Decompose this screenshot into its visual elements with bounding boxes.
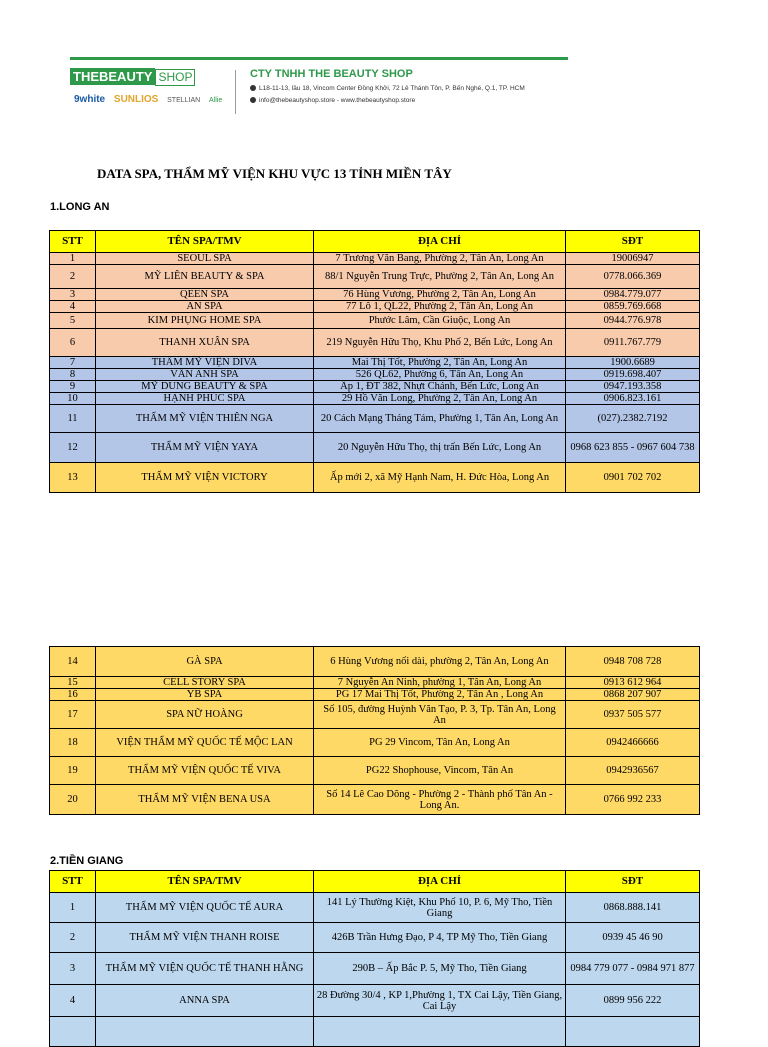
cell-phone: 0942466666 (566, 729, 700, 757)
cell-name: THẨM MỸ VIỆN BENA USA (96, 785, 314, 815)
cell-name: THẨM MỸ VIỆN YAYA (96, 433, 314, 463)
cell-address: 7 Nguyễn An Ninh, phường 1, Tân An, Long An (314, 677, 566, 689)
cell-address: PG22 Shophouse, Vincom, Tân An (314, 757, 566, 785)
cell-stt (50, 1017, 96, 1047)
company-logo (70, 68, 230, 118)
cell-name: VIỆN THẨM MỸ QUỐC TẾ MỘC LAN (96, 729, 314, 757)
cell-name: MỸ LIÊN BEAUTY & SPA (96, 265, 314, 289)
cell-address: PG 29 Vincom, Tân An, Long An (314, 729, 566, 757)
cell-stt: 2 (50, 923, 96, 953)
cell-phone (566, 1017, 700, 1047)
company-address: L18-11-13, lầu 18, Vincom Center Đồng Khởi, 72 Lê Thánh Tôn, P. Bến Nghé, Q.1, TP. HCM (250, 85, 525, 92)
table-row (50, 757, 700, 785)
cell-phone: 0778.066.369 (566, 265, 700, 289)
cell-name: THẨM MỸ VIỆN THIÊN NGA (96, 405, 314, 433)
cell-stt: 17 (50, 701, 96, 729)
column-header: SĐT (566, 231, 700, 253)
cell-name: YB SPA (96, 689, 314, 701)
cell-address: 7 Trương Văn Bang, Phường 2, Tân An, Long An (314, 253, 566, 265)
cell-stt: 19 (50, 757, 96, 785)
cell-name (96, 1017, 314, 1047)
company-name: CTY TNHH THE BEAUTY SHOP (250, 68, 413, 80)
cell-name: THẨM MỸ VIỆN DIVA (96, 357, 314, 369)
cell-phone: 0766 992 233 (566, 785, 700, 815)
table-row (50, 405, 700, 433)
cell-phone: 0968 623 855 - 0967 604 738 (566, 433, 700, 463)
cell-phone: 0939 45 46 90 (566, 923, 700, 953)
cell-phone: 1900.6689 (566, 357, 700, 369)
table-row (50, 381, 700, 393)
cell-stt: 16 (50, 689, 96, 701)
table-row (50, 985, 700, 1017)
header-rule (70, 57, 568, 60)
cell-name: KIM PHỤNG HOME SPA (96, 313, 314, 329)
cell-address: 88/1 Nguyễn Trung Trực, Phường 2, Tân An, Long An (314, 265, 566, 289)
cell-phone: 0984.779.077 (566, 289, 700, 301)
logo-wordmark: THEBEAUTY SHOP (70, 68, 222, 85)
cell-phone: 0944.776.978 (566, 313, 700, 329)
cell-address: 526 QL62, Phường 6, Tân An, Long An (314, 369, 566, 381)
brand-9white: 9white (74, 94, 106, 105)
table-header-row (50, 231, 700, 253)
cell-address: Số 14 Lê Cao Dõng - Phường 2 - Thành phố Tân An - Long An. (314, 785, 566, 815)
table-row (50, 393, 700, 405)
cell-name: SEOUL SPA (96, 253, 314, 265)
cell-stt: 15 (50, 677, 96, 689)
brand-logos (74, 94, 222, 105)
table-row (50, 357, 700, 369)
cell-name: VÂN ANH SPA (96, 369, 314, 381)
cell-stt: 3 (50, 289, 96, 301)
cell-phone: 0947.193.358 (566, 381, 700, 393)
cell-name: THẨM MỸ VIỆN QUỐC TẾ THANH HẰNG (96, 953, 314, 985)
cell-name: THẨM MỸ VIỆN QUỐC TẾ AURA (96, 893, 314, 923)
cell-address: 141 Lý Thường Kiệt, Khu Phố 10, P. 6, Mỹ Tho, Tiền Giang (314, 893, 566, 923)
table-row (50, 893, 700, 923)
table-row (50, 265, 700, 289)
cell-phone: 0937 505 577 (566, 701, 700, 729)
cell-address: Phước Lâm, Cần Giuộc, Long An (314, 313, 566, 329)
table-row (50, 463, 700, 493)
cell-phone: 0984 779 077 - 0984 971 877 (566, 953, 700, 985)
column-header: TÊN SPA/TMV (96, 231, 314, 253)
cell-phone: 0899 956 222 (566, 985, 700, 1017)
cell-name: HẠNH PHÚC SPA (96, 393, 314, 405)
table-row (50, 729, 700, 757)
table-row (50, 301, 700, 313)
section-title-long-an: 1.LONG AN (50, 201, 110, 213)
cell-phone: 0868.888.141 (566, 893, 700, 923)
cell-address: 290B – Ấp Bắc P. 5, Mỹ Tho, Tiền Giang (314, 953, 566, 985)
document-title: DATA SPA, THẨM MỸ VIỆN KHU VỰC 13 TỈNH MIỀN TÂY (97, 166, 452, 181)
table-row (50, 433, 700, 463)
brand-sunlios: SUNLIOS (113, 94, 159, 105)
cell-name: SPA NỮ HOÀNG (96, 701, 314, 729)
cell-address: 426B Trần Hưng Đạo, P 4, TP Mỹ Tho, Tiền Giang (314, 923, 566, 953)
cell-phone: 0901 702 702 (566, 463, 700, 493)
table-row (50, 923, 700, 953)
cell-name: QEEN SPA (96, 289, 314, 301)
cell-stt: 20 (50, 785, 96, 815)
cell-stt: 6 (50, 329, 96, 357)
cell-phone: 0868 207 907 (566, 689, 700, 701)
cell-phone: 0859.769.668 (566, 301, 700, 313)
cell-phone: 0913 612 964 (566, 677, 700, 689)
table-row (50, 289, 700, 301)
cell-stt: 5 (50, 313, 96, 329)
cell-phone: 19006947 (566, 253, 700, 265)
cell-address: Số 105, đường Huỳnh Văn Tạo, P. 3, Tp. Tân An, Long An (314, 701, 566, 729)
cell-name: THANH XUÂN SPA (96, 329, 314, 357)
cell-stt: 12 (50, 433, 96, 463)
table-header-row (50, 871, 700, 893)
email-icon (250, 97, 256, 103)
table-row (50, 1017, 700, 1047)
cell-address: 219 Nguyễn Hữu Thọ, Khu Phố 2, Bến Lức, Long An (314, 329, 566, 357)
cell-name: GÀ SPA (96, 647, 314, 677)
cell-address: 20 Nguyễn Hữu Thọ, thị trấn Bến Lức, Long An (314, 433, 566, 463)
cell-phone: 0906.823.161 (566, 393, 700, 405)
cell-address: 28 Đường 30/4 , KP 1,Phường 1, TX Cai Lậy, Tiền Giang, Cai Lậy (314, 985, 566, 1017)
column-header: STT (50, 231, 96, 253)
cell-stt: 7 (50, 357, 96, 369)
cell-address: 29 Hồ Văn Long, Phường 2, Tân An, Long An (314, 393, 566, 405)
cell-name: THẨM MỸ VIỆN VICTORY (96, 463, 314, 493)
cell-name: THẨM MỸ VIỆN THANH ROISE (96, 923, 314, 953)
table-row (50, 689, 700, 701)
table-row (50, 785, 700, 815)
cell-stt: 1 (50, 893, 96, 923)
section-title-tien-giang: 2.TIỀN GIANG (50, 855, 124, 867)
brand-allie: Allie (209, 97, 223, 104)
brand-stellian: STELLIAN (167, 97, 201, 104)
cell-stt: 3 (50, 953, 96, 985)
column-header: STT (50, 871, 96, 893)
cell-name: ANNA SPA (96, 985, 314, 1017)
spa-table-long-an-continued (49, 646, 700, 815)
cell-address: 77 Lô 1, QL22, Phường 2, Tân An, Long An (314, 301, 566, 313)
cell-address: Ấp mới 2, xã Mỹ Hạnh Nam, H. Đức Hòa, Long An (314, 463, 566, 493)
company-info (250, 68, 525, 104)
cell-phone: 0948 708 728 (566, 647, 700, 677)
cell-stt: 4 (50, 985, 96, 1017)
cell-stt: 18 (50, 729, 96, 757)
table-row (50, 647, 700, 677)
cell-stt: 9 (50, 381, 96, 393)
cell-address: Mai Thị Tốt, Phường 2, Tân An, Long An (314, 357, 566, 369)
column-header: ĐỊA CHỈ (314, 871, 566, 893)
cell-name: CELL STORY SPA (96, 677, 314, 689)
spa-table-tien-giang (49, 870, 700, 1047)
cell-stt: 4 (50, 301, 96, 313)
table-row (50, 369, 700, 381)
cell-phone: (027).2382.7192 (566, 405, 700, 433)
cell-address: Ấp 1, ĐT 382, Nhựt Chánh, Bến Lức, Long An (314, 381, 566, 393)
cell-address (314, 1017, 566, 1047)
cell-stt: 10 (50, 393, 96, 405)
cell-name: THẨM MỸ VIỆN QUỐC TẾ VIVA (96, 757, 314, 785)
column-header: ĐỊA CHỈ (314, 231, 566, 253)
cell-name: AN SPA (96, 301, 314, 313)
cell-stt: 1 (50, 253, 96, 265)
cell-stt: 2 (50, 265, 96, 289)
table-row (50, 329, 700, 357)
company-contacts: info@thebeautyshop.store - www.thebeautyshop.store (250, 97, 525, 104)
cell-phone: 0919.698.407 (566, 369, 700, 381)
spa-table-long-an (49, 230, 700, 493)
cell-stt: 14 (50, 647, 96, 677)
header-divider (235, 70, 236, 114)
cell-address: 20 Cách Mạng Tháng Tám, Phường 1, Tân An, Long An (314, 405, 566, 433)
cell-address: PG 17 Mai Thị Tốt, Phường 2, Tân An , Long An (314, 689, 566, 701)
cell-address: 76 Hùng Vương, Phường 2, Tân An, Long An (314, 289, 566, 301)
cell-stt: 11 (50, 405, 96, 433)
cell-name: MỸ DUNG BEAUTY & SPA (96, 381, 314, 393)
cell-stt: 8 (50, 369, 96, 381)
table-row (50, 677, 700, 689)
column-header: TÊN SPA/TMV (96, 871, 314, 893)
table-row (50, 313, 700, 329)
table-row (50, 253, 700, 265)
column-header: SĐT (566, 871, 700, 893)
location-icon (250, 85, 256, 91)
cell-phone: 0942936567 (566, 757, 700, 785)
cell-address: 6 Hùng Vương nối dài, phường 2, Tân An, Long An (314, 647, 566, 677)
cell-phone: 0911.767.779 (566, 329, 700, 357)
table-row (50, 701, 700, 729)
cell-stt: 13 (50, 463, 96, 493)
table-row (50, 953, 700, 985)
